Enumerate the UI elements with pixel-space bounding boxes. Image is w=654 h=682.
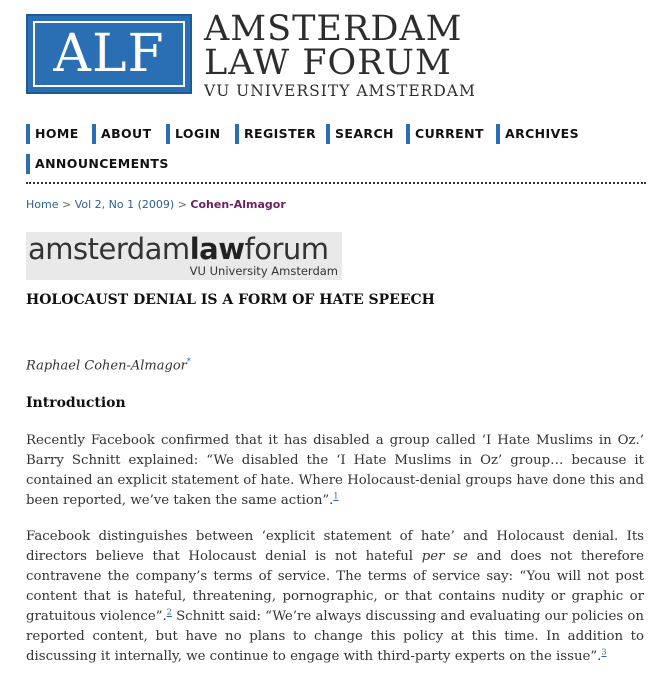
nav-home[interactable]: HOME bbox=[26, 124, 79, 144]
paragraph-2-text-b: and does not therefore contravene the company’s terms of service. The terms of service say: “You will not post content that is hateful, threatening, pornographic, or that contains nudity or graphic or gratuitous violence”. bbox=[26, 549, 644, 624]
nav-about[interactable]: ABOUT bbox=[92, 124, 152, 144]
paragraph-1 bbox=[26, 431, 644, 511]
article-author bbox=[26, 357, 191, 373]
logo-frame bbox=[33, 21, 185, 87]
journal-banner bbox=[26, 232, 342, 280]
breadcrumb-separator: > bbox=[177, 198, 187, 211]
paragraph-2-emphasis: per se bbox=[421, 549, 468, 564]
site-title bbox=[204, 9, 476, 100]
site-title-line3: VU UNIVERSITY AMSTERDAM bbox=[204, 82, 476, 100]
breadcrumb-current[interactable]: Cohen-Almagor bbox=[190, 198, 286, 211]
footnote-link-3[interactable]: 3 bbox=[601, 647, 607, 657]
section-heading: Introduction bbox=[26, 395, 126, 411]
nav-search[interactable]: SEARCH bbox=[326, 124, 394, 144]
author-name: Raphael Cohen-Almagor bbox=[26, 358, 187, 374]
breadcrumb bbox=[26, 198, 286, 211]
footnote-link-1[interactable]: 1 bbox=[333, 491, 339, 501]
breadcrumb-separator: > bbox=[61, 198, 72, 211]
banner-word-forum: forum bbox=[244, 232, 329, 266]
paragraph-2-text-c: Schnitt said: “We’re always discussing and evaluating our policies on reported content, but have no plans to change this policy at this time. In addition to discussing it internally, we continue to engage with third-party experts on the issue”. bbox=[26, 609, 644, 664]
nav-divider bbox=[26, 182, 646, 184]
banner-wordmark bbox=[28, 232, 329, 266]
article-title: HOLOCAUST DENIAL IS A FORM OF HATE SPEECH bbox=[26, 292, 435, 308]
breadcrumb-issue[interactable]: Vol 2, No 1 (2009) bbox=[74, 198, 175, 211]
site-logo[interactable] bbox=[26, 14, 192, 94]
banner-word-amsterdam: amsterdam bbox=[28, 232, 190, 266]
banner-word-law: law bbox=[189, 232, 245, 266]
logo-letters: ALF bbox=[53, 24, 165, 84]
paragraph-2-text-a: Facebook distinguishes between ‘explicit statement of hate’ and Holocaust denial. Its directors believe that Holocaust denial is not hateful bbox=[26, 529, 644, 564]
nav-login[interactable]: LOGIN bbox=[166, 124, 221, 144]
footnote-link-2[interactable]: 2 bbox=[166, 607, 172, 617]
author-footnote-link[interactable]: * bbox=[186, 357, 191, 366]
breadcrumb-home[interactable]: Home bbox=[26, 198, 59, 211]
site-title-line1: AMSTERDAM bbox=[204, 9, 463, 49]
paragraph-2 bbox=[26, 527, 644, 667]
paragraph-1-text: Recently Facebook confirmed that it has disabled a group called ‘I Hate Muslims in Oz.’ Barry Schnitt explained: “We disabled the ‘I Hate Muslims in Oz’ group… because it contained an explicit statement of hate. Where Holocaust-denial groups have done this and been reported, we’ve taken the same action”. bbox=[26, 433, 644, 508]
nav-announcements[interactable]: ANNOUNCEMENTS bbox=[26, 154, 169, 174]
nav-archives[interactable]: ARCHIVES bbox=[496, 124, 579, 144]
nav-current[interactable]: CURRENT bbox=[406, 124, 484, 144]
banner-subtitle: VU University Amsterdam bbox=[189, 264, 338, 278]
nav-register[interactable]: REGISTER bbox=[235, 124, 316, 144]
site-title-line2: LAW FORUM bbox=[204, 43, 452, 83]
